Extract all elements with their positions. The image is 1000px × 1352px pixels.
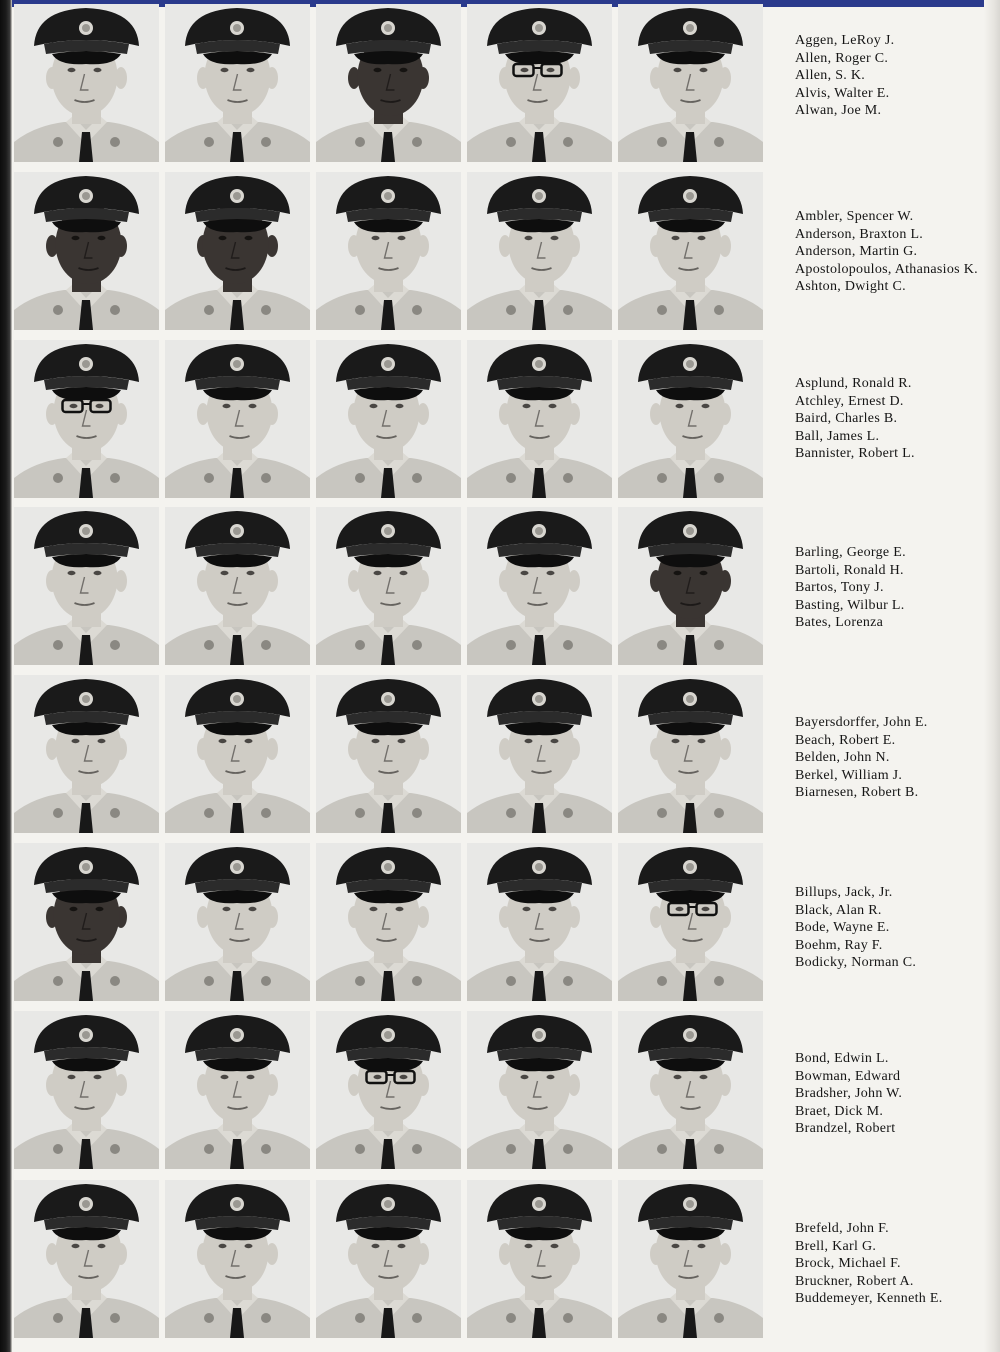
- portrait-photo: [467, 172, 612, 330]
- name-entry: Black, Alan R.: [795, 902, 882, 918]
- name-entry: Baird, Charles B.: [795, 411, 898, 426]
- portrait-photo: [14, 507, 159, 665]
- name-list: [795, 208, 978, 296]
- portrait-row: [14, 1011, 764, 1169]
- name-entry: Bond, Edwin L.: [795, 1051, 889, 1066]
- name-entry: Allen, Roger C.: [795, 50, 889, 66]
- name-entry: Bowman, Edward: [795, 1068, 901, 1084]
- name-entry: Bradsher, John W.: [795, 1086, 903, 1101]
- portrait-photo: [467, 1011, 612, 1169]
- portrait-row: [14, 675, 764, 833]
- portrait-photo: [316, 675, 461, 833]
- name-list: [795, 32, 894, 120]
- name-entry: Anderson, Martin G.: [795, 244, 918, 259]
- portrait-photo: [618, 340, 763, 498]
- portrait-photo: [165, 507, 310, 665]
- portrait-photo: [316, 4, 461, 162]
- portrait-photo: [618, 1011, 763, 1169]
- name-entry: Bartos, Tony J.: [795, 580, 884, 595]
- portrait-photo: [618, 675, 763, 833]
- portrait-row: [14, 1180, 764, 1338]
- name-entry: Bartoli, Ronald H.: [795, 562, 904, 578]
- name-entry: Barling, George E.: [795, 545, 906, 560]
- name-entry: Allen, S. K.: [795, 68, 866, 83]
- name-entry: Brock, Michael F.: [795, 1256, 901, 1271]
- name-entry: Anderson, Braxton L.: [795, 226, 924, 242]
- portrait-row: [14, 172, 764, 330]
- portrait-photo: [618, 4, 763, 162]
- portrait-photo: [14, 1180, 159, 1338]
- name-entry: Berkel, William J.: [795, 767, 903, 783]
- name-entry: Bodicky, Norman C.: [795, 955, 917, 970]
- portrait-photo: [618, 843, 763, 1001]
- portrait-photo: [467, 843, 612, 1001]
- name-entry: Asplund, Ronald R.: [795, 376, 912, 391]
- name-entry: Brandzel, Robert: [795, 1121, 896, 1136]
- portrait-photo: [165, 172, 310, 330]
- name-entry: Alvis, Walter E.: [795, 85, 890, 101]
- portrait-photo: [618, 1180, 763, 1338]
- name-entry: Buddemeyer, Kenneth E.: [795, 1291, 943, 1306]
- name-entry: Billups, Jack, Jr.: [795, 885, 893, 900]
- portrait-photo: [165, 843, 310, 1001]
- name-entry: Belden, John N.: [795, 750, 890, 765]
- portrait-photo: [316, 340, 461, 498]
- name-list: [795, 1220, 943, 1308]
- portrait-photo: [467, 340, 612, 498]
- portrait-photo: [467, 675, 612, 833]
- portrait-photo: [316, 1180, 461, 1338]
- portrait-photo: [618, 172, 763, 330]
- name-entry: Bruckner, Robert A.: [795, 1273, 914, 1289]
- name-entry: Beach, Robert E.: [795, 732, 896, 748]
- portrait-photo: [165, 1180, 310, 1338]
- portrait-row: [14, 340, 764, 498]
- name-entry: Atchley, Ernest D.: [795, 393, 904, 409]
- name-list: [795, 544, 906, 632]
- name-list: [795, 714, 928, 802]
- name-entry: Braet, Dick M.: [795, 1103, 884, 1119]
- portrait-photo: [165, 1011, 310, 1169]
- portrait-photo: [467, 1180, 612, 1338]
- portrait-photo: [14, 340, 159, 498]
- portrait-photo: [165, 4, 310, 162]
- portrait-photo: [316, 1011, 461, 1169]
- name-entry: Boehm, Ray F.: [795, 937, 883, 953]
- portrait-photo: [316, 507, 461, 665]
- portrait-photo: [165, 340, 310, 498]
- portrait-photo: [316, 172, 461, 330]
- portrait-photo: [14, 675, 159, 833]
- name-entry: Brefeld, John F.: [795, 1221, 889, 1236]
- name-entry: Bannister, Robert L.: [795, 446, 915, 461]
- name-entry: Bode, Wayne E.: [795, 920, 890, 935]
- portrait-photo: [14, 4, 159, 162]
- portrait-photo: [467, 507, 612, 665]
- page-binding-edge: [0, 0, 12, 1352]
- portrait-photo: [618, 507, 763, 665]
- portrait-row: [14, 507, 764, 665]
- portrait-photo: [14, 1011, 159, 1169]
- name-entry: Ball, James L.: [795, 428, 880, 444]
- portrait-row: [14, 843, 764, 1001]
- name-entry: Basting, Wilbur L.: [795, 597, 905, 613]
- page-right-edge: [984, 0, 1000, 1352]
- name-entry: Bayersdorffer, John E.: [795, 715, 928, 730]
- portrait-photo: [14, 172, 159, 330]
- name-entry: Biarnesen, Robert B.: [795, 785, 919, 800]
- portrait-photo: [14, 843, 159, 1001]
- name-entry: Apostolopoulos, Athanasios K.: [795, 261, 978, 277]
- portrait-photo: [467, 4, 612, 162]
- portrait-photo: [316, 843, 461, 1001]
- name-list: [795, 1050, 902, 1138]
- name-list: [795, 884, 916, 972]
- name-entry: Brell, Karl G.: [795, 1238, 877, 1254]
- name-entry: Ashton, Dwight C.: [795, 279, 906, 294]
- name-entry: Ambler, Spencer W.: [795, 209, 914, 224]
- name-entry: Bates, Lorenza: [795, 615, 884, 630]
- portrait-photo: [165, 675, 310, 833]
- name-entry: Alwan, Joe M.: [795, 103, 882, 118]
- portrait-row: [14, 4, 764, 162]
- name-list: [795, 375, 915, 463]
- name-entry: Aggen, LeRoy J.: [795, 33, 895, 48]
